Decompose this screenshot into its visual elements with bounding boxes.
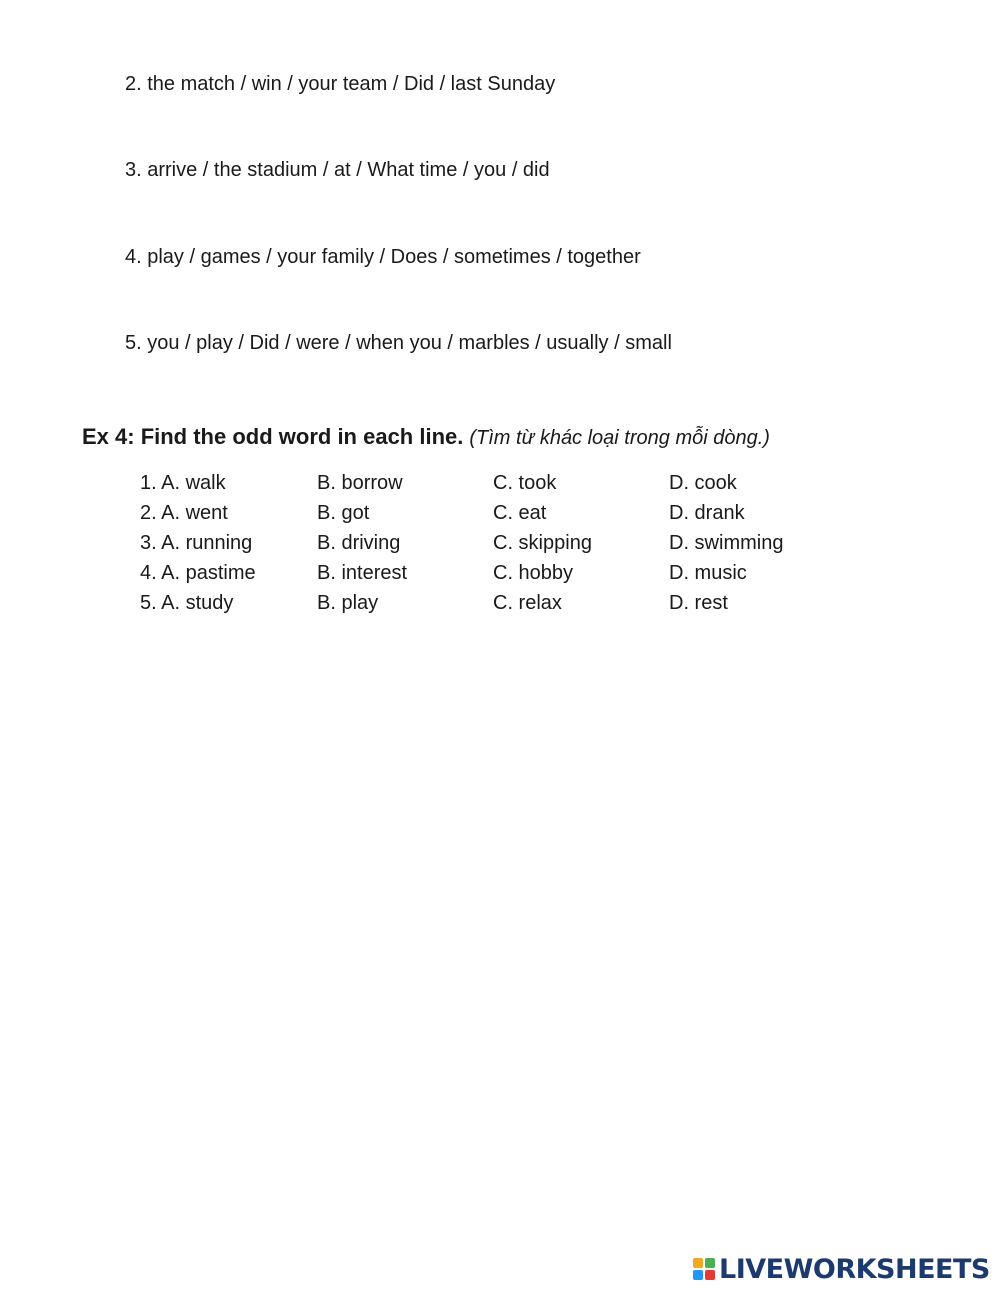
option-b: B. got xyxy=(317,502,370,524)
option-c: C. hobby xyxy=(493,562,574,584)
exercise-4-heading xyxy=(82,422,770,455)
option-c: C. relax xyxy=(493,592,562,614)
option-b: B. interest xyxy=(317,562,408,584)
option-b: B. driving xyxy=(317,532,401,554)
liveworksheets-logo-icon xyxy=(693,1258,715,1280)
option-c: C. skipping xyxy=(493,532,592,554)
exercise-4-subtitle: (Tìm từ khác loại trong mỗi dòng.) xyxy=(469,427,770,449)
option-a: 1. A. walk xyxy=(140,472,226,494)
option-c: C. took xyxy=(493,472,557,494)
option-d: D. cook xyxy=(669,472,737,494)
option-d: D. rest xyxy=(669,592,728,614)
scramble-item-5: 5. you / play / Did / were / when you / marbles / usually / small xyxy=(125,332,672,354)
scramble-item-4: 4. play / games / your family / Does / sometimes / together xyxy=(125,246,641,268)
option-d: D. music xyxy=(669,562,747,584)
option-a: 2. A. went xyxy=(140,502,228,524)
option-d: D. swimming xyxy=(669,532,784,554)
option-a: 3. A. running xyxy=(140,532,253,554)
option-d: D. drank xyxy=(669,502,745,524)
option-a: 4. A. pastime xyxy=(140,562,256,584)
liveworksheets-logo-text: LIVEWORKSHEETS xyxy=(719,1253,990,1285)
option-b: B. play xyxy=(317,592,379,614)
scramble-item-3: 3. arrive / the stadium / at / What time / you / did xyxy=(125,159,550,181)
option-a: 5. A. study xyxy=(140,592,234,614)
option-b: B. borrow xyxy=(317,472,403,494)
scramble-item-2: 2. the match / win / your team / Did / last Sunday xyxy=(125,73,556,95)
liveworksheets-logo xyxy=(693,1253,990,1285)
option-c: C. eat xyxy=(493,502,547,524)
exercise-4-title: Ex 4: Find the odd word in each line. xyxy=(82,424,464,449)
